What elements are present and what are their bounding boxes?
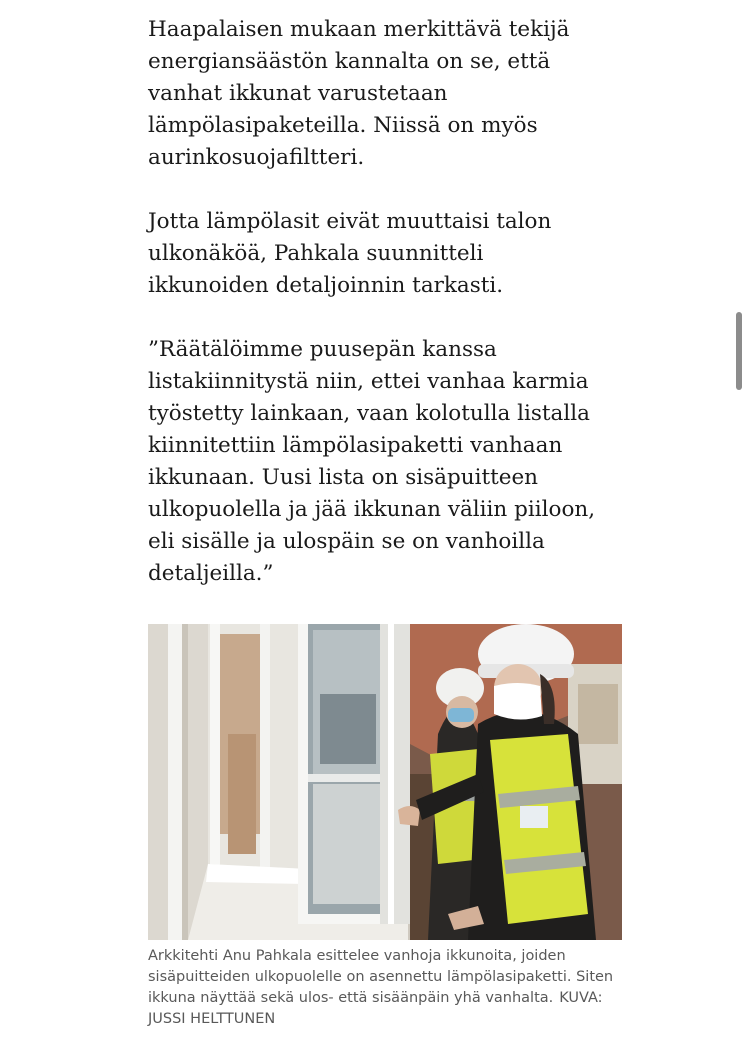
article-paragraph: Jotta lämpölasit eivät muuttaisi talon ulkonäköä, Pahkala suunnitteli ikkunoiden detaljoinnin tarkasti. xyxy=(148,209,552,298)
scrollbar-thumb[interactable] xyxy=(736,312,742,390)
photo-credit: KUVA: JUSSI HELTTUNEN xyxy=(148,990,603,1027)
article-photo xyxy=(148,624,622,940)
article-body xyxy=(148,14,628,590)
photo-caption xyxy=(148,946,628,1030)
article-paragraph: Haapalaisen mukaan merkittävä tekijä energiansäästön kannalta on se, että vanhat ikkunat varustetaan lämpölasipaketeilla. Niissä on myös aurinkosuojafiltteri. xyxy=(148,17,570,170)
article-quote-paragraph: ”Räätälöimme puusepän kanssa listakiinnitystä niin, ettei vanhaa karmia työstetty lainkaan, vaan kolotulla listalla kiinnitettiin lämpölasipaketti vanhaan ikkunaan. Uusi lista on sisäpuitteen ulkopuolella ja jää ikkunan väliin piiloon, eli sisälle ja ulospäin se on vanhoilla detaljeilla.” xyxy=(148,337,596,586)
caption-text: Arkkitehti Anu Pahkala esittelee vanhoja ikkunoita, joiden sisäpuitteiden ulkopuolelle on asennettu lämpölasipaketti. Siten ikkuna näyttää sekä ulos- että sisäänpäin yhä vanhalta. xyxy=(148,948,614,1006)
